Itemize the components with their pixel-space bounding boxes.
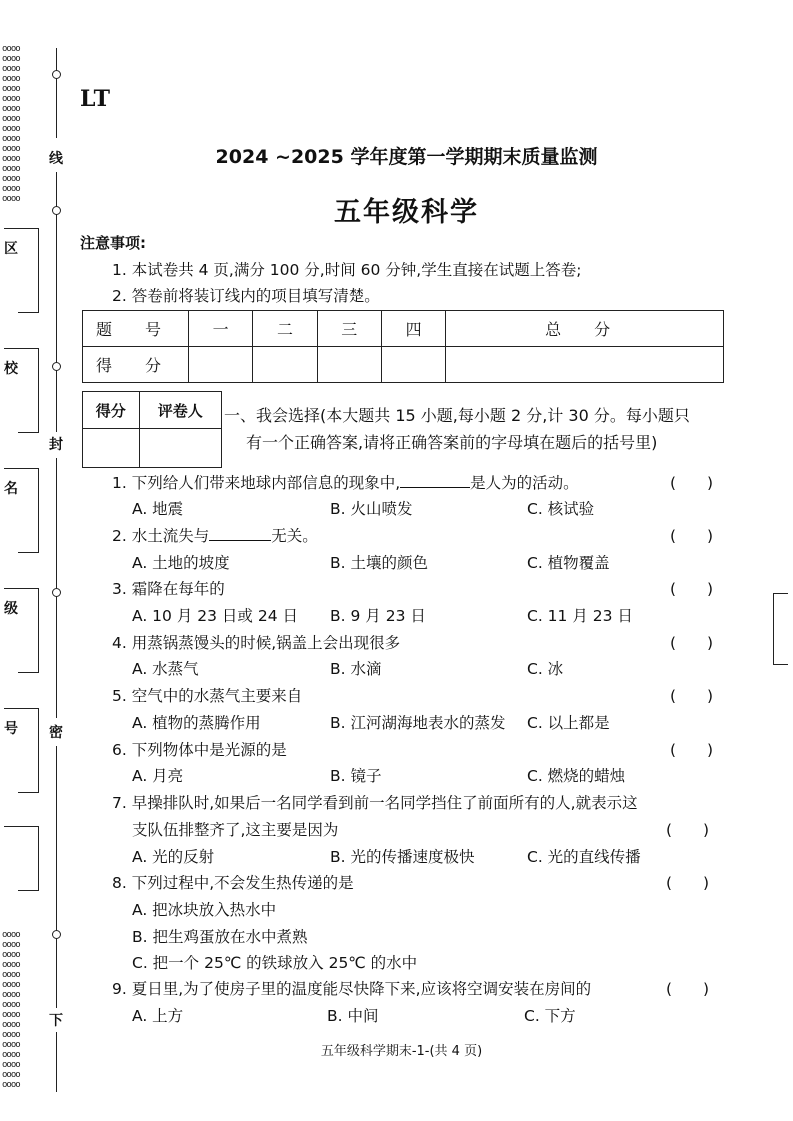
option: B. 镜子 (330, 767, 382, 785)
option: C. 以上都是 (527, 714, 610, 732)
binding-line (56, 48, 57, 138)
binding-field-school: 校 (4, 361, 18, 377)
question-1 (112, 471, 579, 493)
question-text: 是人为的活动。 (470, 474, 579, 492)
answer-paren[interactable]: ( ) (670, 741, 714, 759)
option: B. 火山喷发 (330, 500, 413, 518)
exam-title: 2024 ~2025 学年度第一学期期末质量监测 (215, 146, 598, 168)
binding-field-class: 级 (4, 601, 18, 617)
option: B. 把生鸡蛋放在水中煮熟 (132, 928, 308, 946)
binding-input-name[interactable] (18, 468, 39, 553)
binding-dot (52, 930, 61, 939)
binding-line (56, 746, 57, 1008)
question-8: 8. 下列过程中,不会发生热传递的是 (112, 874, 354, 892)
binding-input-class[interactable] (18, 588, 39, 673)
note-item: 2. 答卷前将装订线内的项目填写清楚。 (112, 287, 380, 305)
answer-blank[interactable] (400, 473, 470, 488)
binding-char: 线 (49, 151, 63, 167)
question-7-cont: 支队伍排整齐了,这主要是因为 (132, 821, 339, 839)
option: A. 水蒸气 (132, 660, 199, 678)
score-cell[interactable] (253, 347, 317, 383)
option: C. 把一个 25℃ 的铁球放入 25℃ 的水中 (132, 954, 418, 972)
option: A. 10 月 23 日或 24 日 (132, 607, 298, 625)
notes-heading: 注意事项: (80, 234, 146, 252)
score-table-header: 总 分 (446, 311, 724, 347)
option: C. 核试验 (527, 500, 595, 518)
option: A. 上方 (132, 1007, 184, 1025)
grader-score-cell[interactable] (83, 429, 140, 468)
binding-field-district: 区 (4, 241, 18, 257)
answer-paren[interactable]: ( ) (666, 821, 710, 839)
answer-paren[interactable]: ( ) (670, 527, 714, 545)
answer-paren[interactable]: ( ) (670, 580, 714, 598)
option: C. 11 月 23 日 (527, 607, 633, 625)
score-cell[interactable] (317, 347, 381, 383)
binding-char: 密 (49, 725, 63, 741)
question-5: 5. 空气中的水蒸气主要来自 (112, 687, 303, 705)
option: A. 地震 (132, 500, 184, 518)
subject-title: 五年级科学 (334, 197, 479, 228)
binding-dot (52, 70, 61, 79)
binding-input-district[interactable] (18, 228, 39, 313)
question-text: 1. 下列给人们带来地球内部信息的现象中, (112, 474, 401, 492)
score-table-header: 一 (189, 311, 253, 347)
option: C. 下方 (524, 1007, 576, 1025)
score-table-row-label: 得 分 (83, 347, 189, 383)
binding-circles-bottom: oooo oooo oooo oooo oooo oooo oooo oooo oooo oooo oooo oooo oooo oooo oooo oooo (2, 930, 20, 1090)
option: B. 土壤的颜色 (330, 554, 428, 572)
binding-input-number[interactable] (18, 708, 39, 793)
score-table (82, 310, 724, 383)
option: B. 水滴 (330, 660, 382, 678)
question-text: 无关。 (271, 527, 318, 545)
question-2 (112, 524, 318, 546)
option: B. 江河湖海地表水的蒸发 (330, 714, 506, 732)
option: A. 植物的蒸腾作用 (132, 714, 261, 732)
grader-box (82, 391, 222, 468)
option: A. 土地的坡度 (132, 554, 230, 572)
grader-score-label: 得分 (83, 392, 140, 429)
binding-input-extra[interactable] (18, 826, 39, 891)
question-text: 2. 水土流失与 (112, 527, 210, 545)
option: A. 把冰块放入热水中 (132, 901, 277, 919)
section-title-line1: 一、我会选择(本大题共 15 小题,每小题 2 分,计 30 分。每小题只 (224, 406, 690, 425)
option: B. 中间 (327, 1007, 379, 1025)
binding-char: 下 (49, 1013, 63, 1029)
option: C. 植物覆盖 (527, 554, 610, 572)
answer-paren[interactable]: ( ) (666, 874, 710, 892)
answer-blank[interactable] (209, 526, 271, 541)
option: B. 9 月 23 日 (330, 607, 426, 625)
question-7: 7. 早操排队时,如果后一名同学看到前一名同学挡住了前面所有的人,就表示这 (112, 794, 638, 812)
section-heading (224, 402, 734, 456)
right-margin-bracket (773, 593, 788, 665)
option: B. 光的传播速度极快 (330, 848, 475, 866)
score-cell[interactable] (381, 347, 445, 383)
binding-dot (52, 588, 61, 597)
option: C. 冰 (527, 660, 564, 678)
question-9: 9. 夏日里,为了使房子里的温度能尽快降下来,应该将空调安装在房间的 (112, 980, 592, 998)
answer-paren[interactable]: ( ) (670, 687, 714, 705)
binding-circles-top: oooo oooo oooo oooo oooo oooo oooo oooo oooo oooo oooo oooo oooo oooo oooo oooo (2, 44, 20, 204)
binding-dot (52, 362, 61, 371)
binding-field-name: 名 (4, 481, 18, 497)
option: A. 光的反射 (132, 848, 215, 866)
option: C. 燃烧的蜡烛 (527, 767, 626, 785)
section-title-line2: 有一个正确答案,请将正确答案前的字母填在题后的括号里) (246, 433, 658, 452)
question-3: 3. 霜降在每年的 (112, 580, 225, 598)
answer-paren[interactable]: ( ) (666, 980, 710, 998)
binding-char: 封 (49, 437, 63, 453)
binding-field-number: 号 (4, 721, 18, 737)
score-table-header: 四 (381, 311, 445, 347)
page-footer: 五年级科学期末-1-(共 4 页) (320, 1044, 483, 1059)
answer-paren[interactable]: ( ) (670, 474, 714, 492)
option: C. 光的直线传播 (527, 848, 641, 866)
binding-input-school[interactable] (18, 348, 39, 433)
grader-name-label: 评卷人 (139, 392, 221, 429)
question-6: 6. 下列物体中是光源的是 (112, 741, 287, 759)
option: A. 月亮 (132, 767, 184, 785)
score-table-header: 题 号 (83, 311, 189, 347)
note-item: 1. 本试卷共 4 页,满分 100 分,时间 60 分钟,学生直接在试题上答卷; (112, 261, 582, 279)
score-table-header: 二 (253, 311, 317, 347)
answer-paren[interactable]: ( ) (670, 634, 714, 652)
question-4: 4. 用蒸锅蒸馒头的时候,锅盖上会出现很多 (112, 634, 401, 652)
corner-mark: LT (80, 86, 111, 112)
grader-name-cell[interactable] (139, 429, 221, 468)
score-cell[interactable] (189, 347, 253, 383)
score-table-header: 三 (317, 311, 381, 347)
score-cell[interactable] (446, 347, 724, 383)
